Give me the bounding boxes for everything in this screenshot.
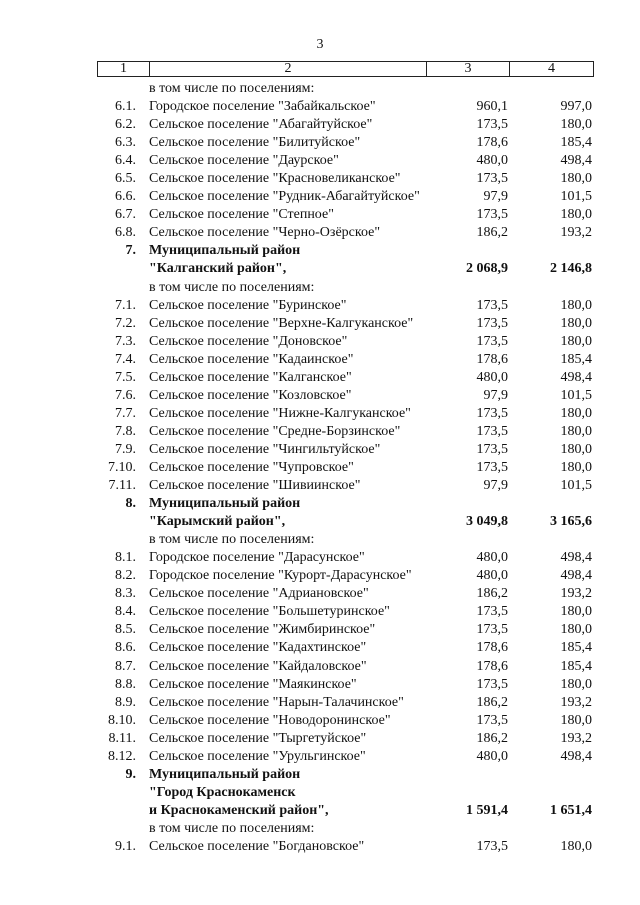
row-value-col4: 180,0 — [560, 117, 592, 133]
row-value-col3: 173,5 — [476, 604, 508, 620]
row-name: Сельское поселение "Большетуринское" — [149, 604, 390, 620]
row-number: 8.3. — [115, 586, 136, 602]
row-name: Городское поселение "Курорт-Дарасунское" — [149, 568, 412, 584]
row-value-col4: 498,4 — [560, 153, 592, 169]
row-value-col4: 193,2 — [560, 225, 592, 241]
row-value-col3: 173,5 — [476, 315, 508, 331]
row-number: 7.7. — [115, 405, 136, 421]
row-name: Сельское поселение "Тыргетуйское" — [149, 730, 367, 746]
row-name: Сельское поселение "Рудник-Абагайтуйское" — [149, 189, 420, 205]
row-name: Сельское поселение "Адриановское" — [149, 586, 369, 602]
row-value-col4: 498,4 — [560, 369, 592, 385]
row-value-col3: 173,5 — [476, 676, 508, 692]
row-value-col4: 101,5 — [560, 189, 592, 205]
table-row — [0, 838, 640, 856]
row-name: Сельское поселение "Доновское" — [149, 333, 348, 349]
row-value-col4: 180,0 — [560, 207, 592, 223]
row-number: 8.4. — [115, 604, 136, 620]
row-number: 8.6. — [115, 640, 136, 656]
row-name: Сельское поселение "Красновеликанское" — [149, 171, 401, 187]
row-name: "Калганский район", — [149, 261, 287, 277]
table-header — [97, 61, 594, 77]
row-value-col3: 186,2 — [476, 225, 508, 241]
table-row — [0, 279, 640, 297]
row-value-col4: 180,0 — [560, 423, 592, 439]
table-row — [0, 820, 640, 838]
row-name: Муниципальный район — [149, 496, 301, 512]
row-value-col3: 480,0 — [476, 369, 508, 385]
row-number: 7.10. — [108, 459, 136, 475]
table-row — [0, 98, 640, 116]
row-name: Городское поселение "Забайкальское" — [149, 99, 376, 115]
row-name: и Краснокаменский район", — [149, 802, 329, 818]
table-row — [0, 369, 640, 387]
row-name: Сельское поселение "Степное" — [149, 207, 334, 223]
row-name: Муниципальный район — [149, 766, 301, 782]
column-header-1: 1 — [120, 61, 127, 76]
row-value-col4: 498,4 — [560, 748, 592, 764]
table-row — [0, 495, 640, 513]
row-value-col4: 180,0 — [560, 604, 592, 620]
table-row — [0, 405, 640, 423]
row-name: Сельское поселение "Нарын-Талачинское" — [149, 694, 404, 710]
row-value-col3: 480,0 — [476, 153, 508, 169]
row-value-col4: 1 651,4 — [550, 802, 592, 818]
table-row — [0, 531, 640, 549]
row-number: 6.2. — [115, 117, 136, 133]
table-row — [0, 297, 640, 315]
row-name: Муниципальный район — [149, 243, 301, 259]
table-row — [0, 639, 640, 657]
row-name: "Город Краснокаменск — [149, 784, 296, 800]
row-value-col4: 180,0 — [560, 676, 592, 692]
row-name: в том числе по поселениям: — [149, 532, 315, 548]
row-value-col4: 185,4 — [560, 640, 592, 656]
row-value-col3: 178,6 — [476, 351, 508, 367]
row-number: 7.9. — [115, 441, 136, 457]
row-name: Сельское поселение "Маякинское" — [149, 676, 357, 692]
row-number: 8.7. — [115, 658, 136, 674]
row-number: 8.5. — [115, 622, 136, 638]
row-value-col3: 3 049,8 — [466, 514, 508, 530]
row-name: Сельское поселение "Козловское" — [149, 387, 352, 403]
table-row — [0, 730, 640, 748]
row-value-col3: 173,5 — [476, 838, 508, 854]
row-name: Сельское поселение "Кайдаловское" — [149, 658, 367, 674]
table-row — [0, 333, 640, 351]
row-number: 9.1. — [115, 838, 136, 854]
row-number: 8. — [125, 496, 136, 512]
row-value-col3: 186,2 — [476, 694, 508, 710]
row-name: Сельское поселение "Кадахтинское" — [149, 640, 367, 656]
row-value-col4: 193,2 — [560, 730, 592, 746]
row-number: 8.1. — [115, 550, 136, 566]
row-name: Сельское поселение "Калганское" — [149, 369, 352, 385]
row-value-col3: 173,5 — [476, 459, 508, 475]
row-name: в том числе по поселениям: — [149, 81, 315, 96]
row-value-col4: 180,0 — [560, 315, 592, 331]
row-name: в том числе по поселениям: — [149, 820, 315, 836]
row-value-col4: 180,0 — [560, 333, 592, 349]
row-number: 6.4. — [115, 153, 136, 169]
row-value-col3: 173,5 — [476, 423, 508, 439]
row-value-col4: 180,0 — [560, 297, 592, 313]
row-number: 6.8. — [115, 225, 136, 241]
table-row — [0, 242, 640, 260]
row-value-col4: 101,5 — [560, 387, 592, 403]
row-value-col3: 173,5 — [476, 297, 508, 313]
row-number: 7.8. — [115, 423, 136, 439]
table-row — [0, 784, 640, 802]
table-row — [0, 315, 640, 333]
row-value-col3: 173,5 — [476, 712, 508, 728]
column-header-4: 4 — [548, 61, 555, 76]
page-number: 3 — [316, 37, 324, 52]
row-value-col4: 498,4 — [560, 550, 592, 566]
row-value-col4: 185,4 — [560, 658, 592, 674]
row-value-col3: 173,5 — [476, 117, 508, 133]
row-number: 6.1. — [115, 99, 136, 115]
table-body — [0, 80, 640, 856]
table-row — [0, 549, 640, 567]
table-row — [0, 585, 640, 603]
table-row — [0, 170, 640, 188]
table-row — [0, 152, 640, 170]
row-name: Сельское поселение "Кадаинское" — [149, 351, 354, 367]
row-value-col4: 180,0 — [560, 459, 592, 475]
row-value-col3: 178,6 — [476, 135, 508, 151]
row-value-col4: 498,4 — [560, 568, 592, 584]
row-value-col3: 97,9 — [483, 478, 508, 494]
row-value-col3: 480,0 — [476, 748, 508, 764]
row-number: 7.6. — [115, 387, 136, 403]
table-row — [0, 188, 640, 206]
column-header-2: 2 — [284, 61, 292, 76]
row-number: 8.11. — [108, 730, 136, 746]
table-row — [0, 351, 640, 369]
row-value-col3: 480,0 — [476, 568, 508, 584]
row-value-col4: 180,0 — [560, 712, 592, 728]
row-name: Сельское поселение "Жимбиринское" — [149, 622, 376, 638]
row-number: 6.6. — [115, 189, 136, 205]
row-name: Сельское поселение "Богдановское" — [149, 838, 365, 854]
table-row — [0, 567, 640, 585]
row-number: 8.8. — [115, 676, 136, 692]
row-number: 7.4. — [115, 351, 136, 367]
row-name: Сельское поселение "Шивиинское" — [149, 478, 361, 494]
row-number: 8.12. — [108, 748, 136, 764]
row-name: Сельское поселение "Буринское" — [149, 297, 347, 313]
row-number: 6.3. — [115, 135, 136, 151]
table-row — [0, 513, 640, 531]
row-value-col4: 997,0 — [560, 99, 592, 115]
row-value-col4: 180,0 — [560, 838, 592, 854]
row-value-col3: 178,6 — [476, 658, 508, 674]
row-name: Сельское поселение "Урульгинское" — [149, 748, 366, 764]
table-row — [0, 260, 640, 278]
table-row — [0, 459, 640, 477]
row-value-col3: 178,6 — [476, 640, 508, 656]
table-row — [0, 658, 640, 676]
row-number: 8.10. — [108, 712, 136, 728]
row-value-col4: 185,4 — [560, 351, 592, 367]
column-header-3: 3 — [464, 61, 472, 76]
row-value-col4: 101,5 — [560, 478, 592, 494]
row-name: в том числе по поселениям: — [149, 279, 315, 295]
row-number: 6.5. — [115, 171, 136, 187]
table-row — [0, 748, 640, 766]
table-row — [0, 477, 640, 495]
row-value-col3: 1 591,4 — [466, 802, 508, 818]
row-number: 8.2. — [115, 568, 136, 584]
row-value-col4: 193,2 — [560, 694, 592, 710]
table-row — [0, 621, 640, 639]
table-row — [0, 712, 640, 730]
row-value-col3: 480,0 — [476, 550, 508, 566]
table-row — [0, 80, 640, 98]
row-value-col4: 180,0 — [560, 171, 592, 187]
row-number: 7.1. — [115, 297, 136, 313]
row-value-col3: 173,5 — [476, 171, 508, 187]
row-value-col3: 186,2 — [476, 730, 508, 746]
table-row — [0, 423, 640, 441]
row-number: 6.7. — [115, 207, 136, 223]
row-number: 9. — [125, 766, 136, 782]
row-value-col4: 185,4 — [560, 135, 592, 151]
row-name: Городское поселение "Дарасунское" — [149, 550, 365, 566]
row-value-col4: 2 146,8 — [550, 261, 592, 277]
row-value-col4: 180,0 — [560, 405, 592, 421]
row-number: 7.5. — [115, 369, 136, 385]
table-row — [0, 206, 640, 224]
table-row — [0, 441, 640, 459]
row-value-col3: 960,1 — [476, 99, 508, 115]
row-name: Сельское поселение "Чупровское" — [149, 459, 354, 475]
row-value-col3: 186,2 — [476, 586, 508, 602]
row-name: Сельское поселение "Верхне-Калгуканское" — [149, 315, 414, 331]
row-number: 8.9. — [115, 694, 136, 710]
table-row — [0, 387, 640, 405]
row-value-col3: 173,5 — [476, 333, 508, 349]
row-value-col3: 173,5 — [476, 405, 508, 421]
row-value-col4: 193,2 — [560, 586, 592, 602]
row-number: 7.2. — [115, 315, 136, 331]
table-row — [0, 224, 640, 242]
table-row — [0, 603, 640, 621]
row-name: Сельское поселение "Нижне-Калгуканское" — [149, 405, 411, 421]
row-name: Сельское поселение "Даурское" — [149, 153, 339, 169]
row-value-col4: 180,0 — [560, 441, 592, 457]
row-name: Сельское поселение "Новодоронинское" — [149, 712, 391, 728]
row-name: Сельское поселение "Средне-Борзинское" — [149, 423, 401, 439]
row-name: "Карымский район", — [149, 514, 286, 530]
row-number: 7.11. — [108, 478, 136, 494]
row-value-col3: 97,9 — [483, 189, 508, 205]
row-value-col4: 180,0 — [560, 622, 592, 638]
row-number: 7. — [125, 243, 136, 259]
row-value-col3: 173,5 — [476, 207, 508, 223]
row-number: 7.3. — [115, 333, 136, 349]
table-row — [0, 766, 640, 784]
table-row — [0, 694, 640, 712]
row-value-col3: 2 068,9 — [466, 261, 508, 277]
table-row — [0, 676, 640, 694]
table-row — [0, 116, 640, 134]
row-value-col3: 173,5 — [476, 441, 508, 457]
row-name: Сельское поселение "Черно-Озёрское" — [149, 225, 381, 241]
row-name: Сельское поселение "Чингильтуйское" — [149, 441, 381, 457]
row-value-col3: 97,9 — [483, 387, 508, 403]
row-name: Сельское поселение "Билитуйское" — [149, 135, 361, 151]
row-name: Сельское поселение "Абагайтуйское" — [149, 117, 373, 133]
table-row — [0, 134, 640, 152]
row-value-col3: 173,5 — [476, 622, 508, 638]
row-value-col4: 3 165,6 — [550, 514, 592, 530]
table-row — [0, 802, 640, 820]
